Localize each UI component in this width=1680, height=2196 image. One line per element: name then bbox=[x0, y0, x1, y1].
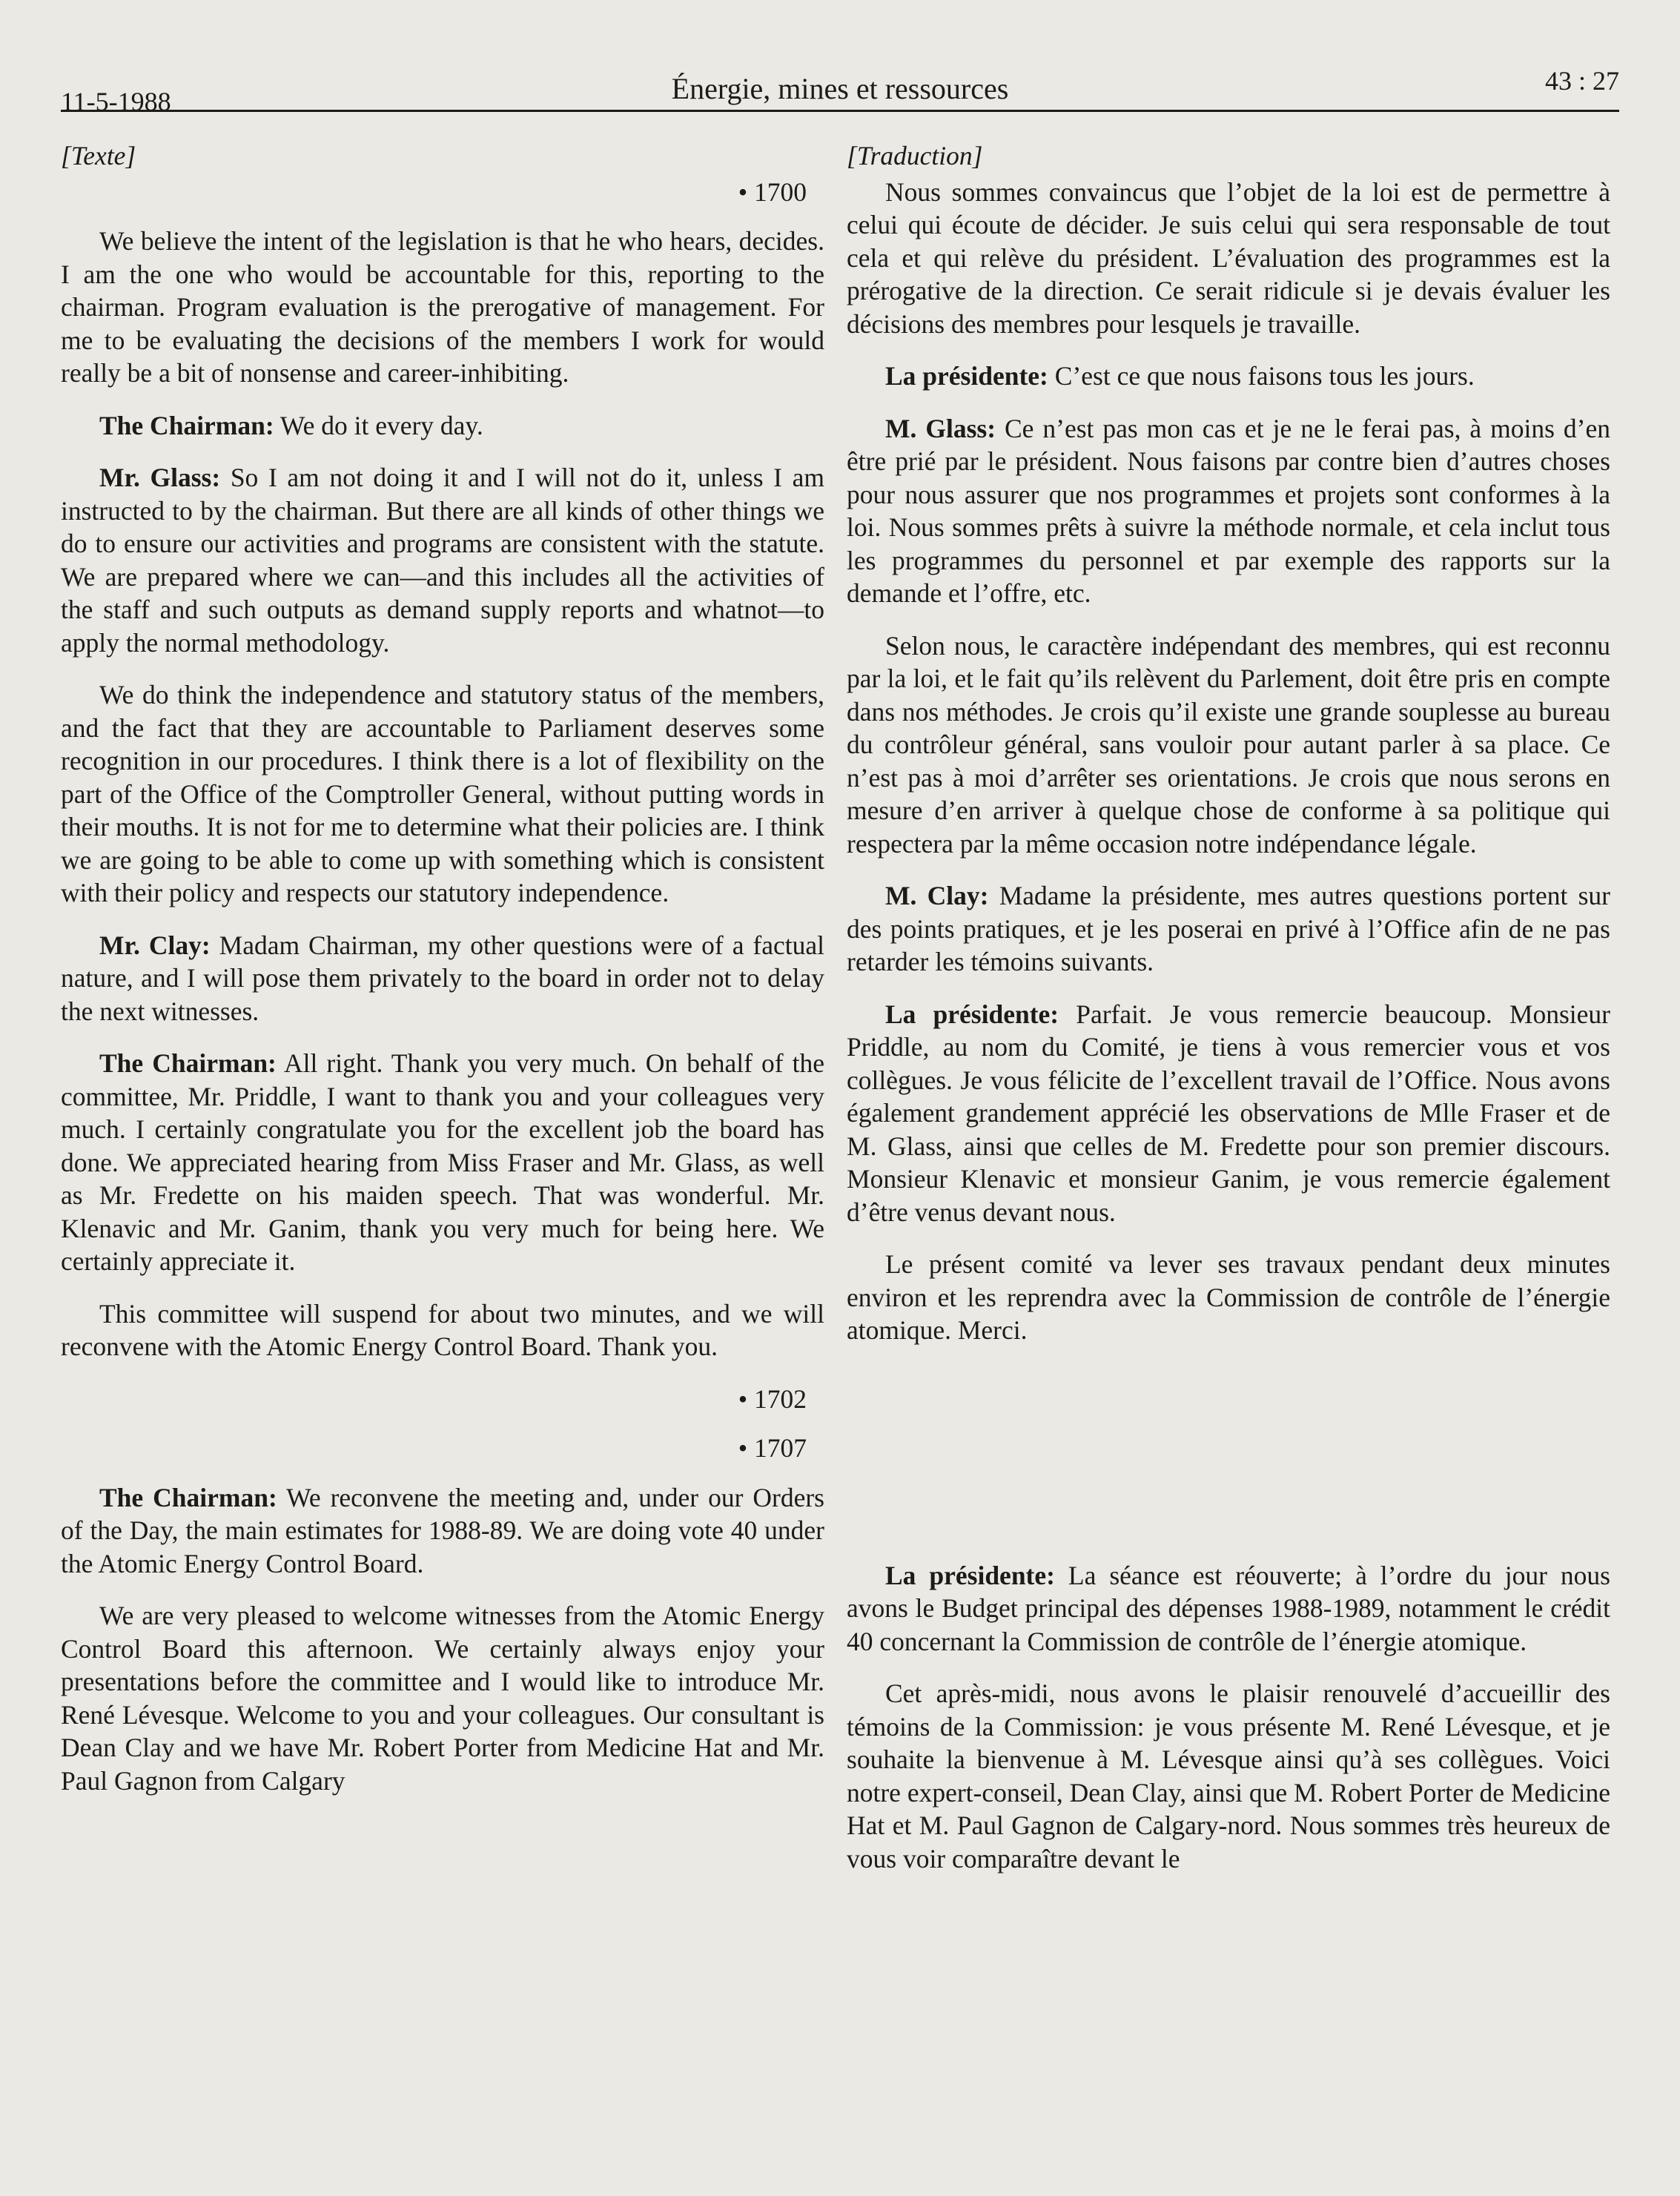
paragraph-text: We reconvene the meeting and, under our Orders of the Day, the main estimates for 1988-89. We are doing vote 40 under the Atomic Energy Control Board. bbox=[61, 1482, 824, 1578]
paragraph bbox=[847, 998, 1610, 1229]
paragraph-text: We do think the independence and statutory status of the members, and the fact that they are accountable to Parliament deserves some recognition in our procedures. I think there is a lot of flexibility on the part of the Office of the Comptroller General, without putting words in their mouths. It is not for me to determine what their policies are. I think we are going to be able to come up with something which is consistent with their policy and respects our statutory independence. bbox=[61, 680, 824, 907]
paragraph-text: This committee will suspend for about two minutes, and we will reconvene with the Atomic Energy Control Board. Thank you. bbox=[61, 1298, 824, 1361]
paragraph-text: La séance est réouverte; à l’ordre du jour nous avons le Budget principal des dépenses 1988-1989, notamment le crédit 40 concernant la Commission de contrôle de l’énergie atomique. bbox=[847, 1560, 1610, 1656]
paragraph-text: So I am not doing it and I will not do it, unless I am instructed to by the chairman. But there are all kinds of other things we do to ensure our activities and programs are consistent with the statute. We are prepared where we can—and this includes all the activities of the staff and such outputs as demand supply reports and whatnot—to apply the normal methodology. bbox=[61, 463, 824, 658]
paragraph bbox=[847, 879, 1610, 979]
header-page-number: 43 : 27 bbox=[1544, 66, 1619, 96]
timestamp: • 1707 bbox=[738, 1433, 807, 1463]
paragraph bbox=[61, 1481, 824, 1581]
speaker-name: M. Glass: bbox=[885, 413, 996, 443]
paragraph bbox=[61, 1047, 824, 1278]
paragraph-text: All right. Thank you very much. On behalf of the committee, Mr. Priddle, I want to thank you and your colleagues very much. I certainly congratulate you for the excellent job the board has done. We appreciated hearing from Miss Fraser and Mr. Glass, as well as Mr. Fredette on his maiden speech. That was wonderful. Mr. Klenavic and Mr. Ganim, thank you very much for being here. We certainly appreciate it. bbox=[61, 1048, 824, 1276]
page-header bbox=[61, 66, 1619, 116]
paragraph-text: We believe the intent of the legislation is that he who hears, decides. I am the one who would be accountable for this, reporting to the chairman. Program evaluation is the prerogative of management. For me to be evaluating the decisions of the members I work for would really be a bit of nonsense and career-inhibiting. bbox=[61, 226, 824, 388]
paragraph-text: Le présent comité va lever ses travaux pendant deux minutes environ et les reprendra avec la Commission de contrôle de l’énergie atomique. Merci. bbox=[847, 1249, 1610, 1345]
paragraph-text: We are very pleased to welcome witnesses from the Atomic Energy Control Board this afternoon. We certainly always enjoy your presentations before the committee and I would like to introduce Mr. René Lévesque. Welcome to you and your colleagues. Our consultant is Dean Clay and we have Mr. Robert Porter from Medicine Hat and Mr. Paul Gagnon from Calgary bbox=[61, 1601, 824, 1796]
speaker-name: The Chairman: bbox=[99, 1482, 277, 1512]
paragraph-text: Selon nous, le caractère indépendant des membres, qui est reconnu par la loi, et le fait qu’ils relèvent du Parlement, doit être pris en compte dans nos méthodes. Je crois qu’il existe une grande souplesse au bureau du contrôleur général, sans vouloir pour autant parler à sa place. Ce n’est pas à moi d’arrêter ses orientations. Je crois que nous serons en mesure d’en arriver à quelque chose de conforme à sa politique qui respectera par la même occasion notre indépendance légale. bbox=[847, 630, 1610, 859]
paragraph bbox=[847, 1677, 1610, 1875]
paragraph-text: Cet après-midi, nous avons le plaisir renouvelé d’accueillir des témoins de la Commission: je vous présente M. René Lévesque, et je souhaite la bienvenue à M. Lévesque ainsi qu’à ses collègues. Voici notre expert-conseil, Dean Clay, ainsi que M. Robert Porter de Medicine Hat et M. Paul Gagnon de Calgary-nord. Nous sommes très heureux de vous voir comparaître devant le bbox=[847, 1679, 1610, 1873]
paragraph bbox=[61, 678, 824, 910]
section-gap bbox=[847, 1366, 1610, 1559]
paragraph-text: Parfait. Je vous remercie beaucoup. Monsieur Priddle, au nom du Comité, je tiens à vous remercier vous et vos collègues. Je vous félicite de l’excellent travail de l’Office. Nous avons également grandement apprécié les observations de Mlle Fraser et de M. Glass, ainsi que celles de M. Fredette pour son premier discours. Monsieur Klenavic et monsieur Ganim, je vous remercie également d’être venus devant nous. bbox=[847, 999, 1610, 1227]
paragraph-text: Ce n’est pas mon cas et je ne le ferai pas, à moins d’en être prié par le président. Nous faisons par contre bien d’autres choses pour nous assurer que nos programmes et projets sont conformes à la loi. Nous sommes prêts à suivre la méthode normale, et cela inclut tous les programmes du personnel et par exemple des rapports sur la demande et l’offre, etc. bbox=[847, 413, 1610, 608]
header-title: Énergie, mines et ressources bbox=[671, 72, 1009, 105]
paragraph bbox=[847, 360, 1610, 393]
speaker-name: M. Clay: bbox=[885, 881, 989, 910]
french-column bbox=[847, 139, 1610, 1894]
paragraph-text: C’est ce que nous faisons tous les jours. bbox=[1048, 361, 1475, 391]
timestamp: • 1702 bbox=[738, 1383, 807, 1414]
paragraph-text: Madame la présidente, mes autres questions portent sur des points pratiques, et je les poserai en privé à l’Office afin de ne pas retarder les témoins suivants. bbox=[847, 881, 1610, 976]
paragraph bbox=[847, 1248, 1610, 1347]
paragraph bbox=[61, 225, 824, 390]
paragraph bbox=[847, 629, 1610, 861]
speaker-name: La présidente: bbox=[885, 361, 1048, 391]
paragraph bbox=[847, 1559, 1610, 1658]
paragraph bbox=[61, 929, 824, 1028]
paragraph-text: Nous sommes convaincus que l’objet de la loi est de permettre à celui qui écoute de décider. Je suis celui qui sera responsable de tout cela et qui relève du président. L’évaluation des programmes est la prérogative de la direction. Ce serait ridicule si je devais évaluer les décisions des membres pour lesquels je travaille. bbox=[847, 176, 1610, 339]
english-column bbox=[61, 139, 824, 1816]
speaker-name: The Chairman: bbox=[99, 1048, 277, 1078]
timestamp: • 1700 bbox=[738, 176, 807, 207]
paragraph bbox=[61, 409, 824, 443]
column-tag: [Texte] bbox=[61, 141, 136, 171]
paragraph bbox=[61, 1297, 824, 1363]
speaker-name: Mr. Clay: bbox=[99, 930, 211, 960]
paragraph bbox=[847, 412, 1610, 610]
paragraph bbox=[61, 1599, 824, 1797]
column-tag: [Traduction] bbox=[847, 141, 983, 171]
paragraph bbox=[61, 461, 824, 659]
speaker-name: The Chairman: bbox=[99, 410, 274, 440]
paragraph-text: We do it every day. bbox=[274, 410, 483, 440]
header-date: 11-5-1988 bbox=[61, 87, 171, 116]
paragraph bbox=[847, 176, 1610, 341]
speaker-name: Mr. Glass: bbox=[99, 463, 221, 492]
speaker-name: La présidente: bbox=[885, 1560, 1055, 1590]
paragraph-text: Madam Chairman, my other questions were of a factual nature, and I will pose them privately to the board in order not to delay the next witnesses. bbox=[61, 930, 824, 1026]
speaker-name: La présidente: bbox=[885, 999, 1059, 1029]
